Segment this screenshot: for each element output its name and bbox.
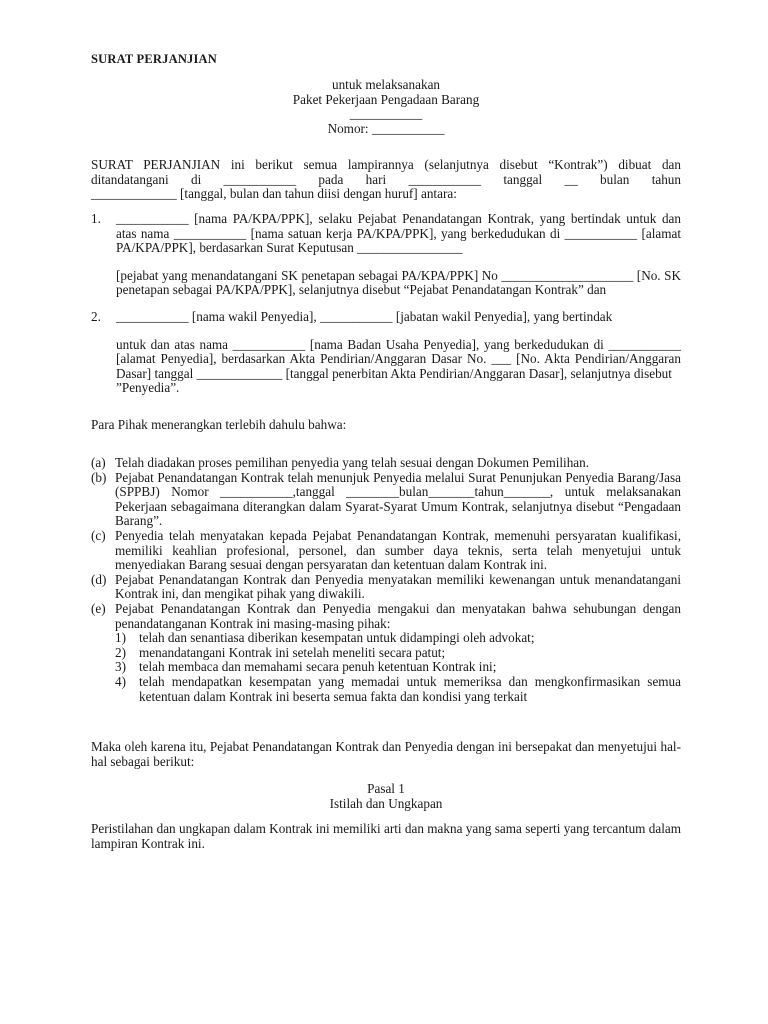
sub-item-text: telah dan senantiasa diberikan kesempatan untuk didampingi oleh advokat; [139,630,535,646]
item-text: Telah diadakan proses pemilihan penyedia yang telah sesuai dengan Dokumen Pemilihan. [115,455,590,470]
party-1-text: ___________ [nama PA/KPA/PPK], selaku Pejabat Penandatangan Kontrak, yang bertindak untuk dan atas nama ___________ [nama satuan kerja PA/KPA/PPK], yang berkedudukan di ___________ [alamat PA/KPA/PPK], berdasarkan Surat Keputusan ________________ [116,211,681,256]
sub-item-label: 2) [115,644,126,660]
item-label: (b) [91,469,107,485]
sub-list-item [115,646,681,661]
party-2-text-2: untuk dan atas nama ___________ [nama Badan Usaha Penyedia], yang berkedudukan di ___________ [alamat Penyedia], berdasarkan Akta Pendirian/Anggaran Dasar No. ___ [No. Akta Pendirian/Anggaran Dasar] tanggal _____________ [tanggal penerbitan Akta Pendirian/Anggaran Dasar], selanjutnya disebut [116,336,681,381]
party-2-text-3: ”Penyedia”. [116,380,180,396]
sub-list-item [115,631,681,646]
party-2-number: 2. [91,309,101,324]
item-text: Pejabat Penandatangan Kontrak dan Penyedia menyatakan memiliki kewenangan untuk menandatangani Kontrak ini, dan mengikat pihak yang diwakili. [115,571,681,602]
sub-list-item [115,660,681,675]
party-2 [91,310,681,396]
item-label: (c) [91,527,106,543]
item-label: (a) [91,455,106,470]
list-item [91,529,681,573]
header-line-3: ___________ [349,106,423,122]
pasal-heading [91,782,681,811]
sub-item-text: telah membaca dan memahami secara penuh ketentuan Kontrak ini; [139,659,497,675]
header-line-2: Paket Pekerjaan Pengadaan Barang [292,91,480,107]
header-line-1: untuk melaksanakan [331,77,441,92]
intro-line-1: SURAT PERJANJIAN ini berikut semua lampirannya (selanjutnya disebut “Kontrak”) dibuat dan [91,157,681,172]
sub-list-item [115,675,681,704]
sub-item-label: 4) [115,673,126,689]
party-1-text-2: [pejabat yang menandatangani SK penetapan sebagai PA/KPA/PPK] No ____________________ [No. SK penetapan sebagai PA/KPA/PPK], selanjutnya disebut “Pejabat Penandatangan Kontrak” dan [116,267,681,298]
party-2-text: ___________ [nama wakil Penyedia], ___________ [jabatan wakil Penyedia], yang bertindak [116,309,613,324]
pasal-body: Peristilahan dan ungkapan dalam Kontrak ini memiliki arti dan makna yang sama seperti yang tercantum dalam lampiran Kontrak ini. [91,821,681,851]
list-item [91,471,681,529]
list-item [91,456,681,471]
party-1 [91,212,681,298]
item-text: Penyedia telah menyatakan kepada Pejabat Penandatangan Kontrak, memenuhi persyaratan kualifikasi, memiliki keahlian profesional, personel, dan sumber daya teknis, serta telah menyetujui untuk menyediakan Barang sesuai dengan persyaratan dan ketentuan dalam Kontrak ini. [115,527,681,573]
recitals-list [91,456,681,704]
party-1-number: 1. [91,211,101,226]
sub-list [115,631,681,704]
item-text: Pejabat Penandatangan Kontrak telah menunjuk Penyedia melalui Surat Penunjukan Penyedia Barang/Jasa (SPPBJ) Nomor ___________,tanggal ________bulan_______tahun_______, untuk melaksanakan Pekerjaan sebagaimana diterangkan dalam Syarat-Syarat Umum Kontrak, selanjutnya disebut “Pengadaan Barang”. [115,469,681,529]
item-text: Pejabat Penandatangan Kontrak dan Penyedia mengakui dan menyatakan bahwa sehubungan dengan penandatanganan Kontrak ini masing-masing pihak: [115,600,681,631]
item-label: (d) [91,571,107,587]
sub-item-label: 3) [115,659,126,675]
maka-paragraph: Maka oleh karena itu, Pejabat Penandatangan Kontrak dan Penyedia dengan ini bersepakat dan menyetujui hal-hal sebagai berikut: [91,739,681,769]
pasal-number: Pasal 1 [367,781,405,796]
para-pihak: Para Pihak menerangkan terlebih dahulu bahwa: [91,417,347,432]
intro-line-3: _____________ [tanggal, bulan dan tahun diisi dengan huruf] antara: [91,186,457,202]
intro-paragraph [91,158,681,202]
list-item [91,573,681,602]
pasal-title: Istilah dan Ungkapan [329,795,443,811]
list-item [91,602,681,631]
intro-line-2: ditandatangani di ___________ pada hari ___________ tanggal __ bulan tahun [91,171,681,187]
document-title: SURAT PERJANJIAN [91,52,218,66]
header-number: Nomor: ___________ [327,120,445,136]
sub-item-label: 1) [115,630,126,646]
sub-item-text: menandatangani Kontrak ini setelah meneliti secara patut; [139,644,446,660]
document-header [91,78,681,136]
item-label: (e) [91,600,106,616]
sub-item-text: telah mendapatkan kesempatan yang memadai untuk memeriksa dan mengkonfirmasikan semua ketentuan dalam Kontrak ini beserta semua fakta dan kondisi yang terkait [139,673,681,704]
